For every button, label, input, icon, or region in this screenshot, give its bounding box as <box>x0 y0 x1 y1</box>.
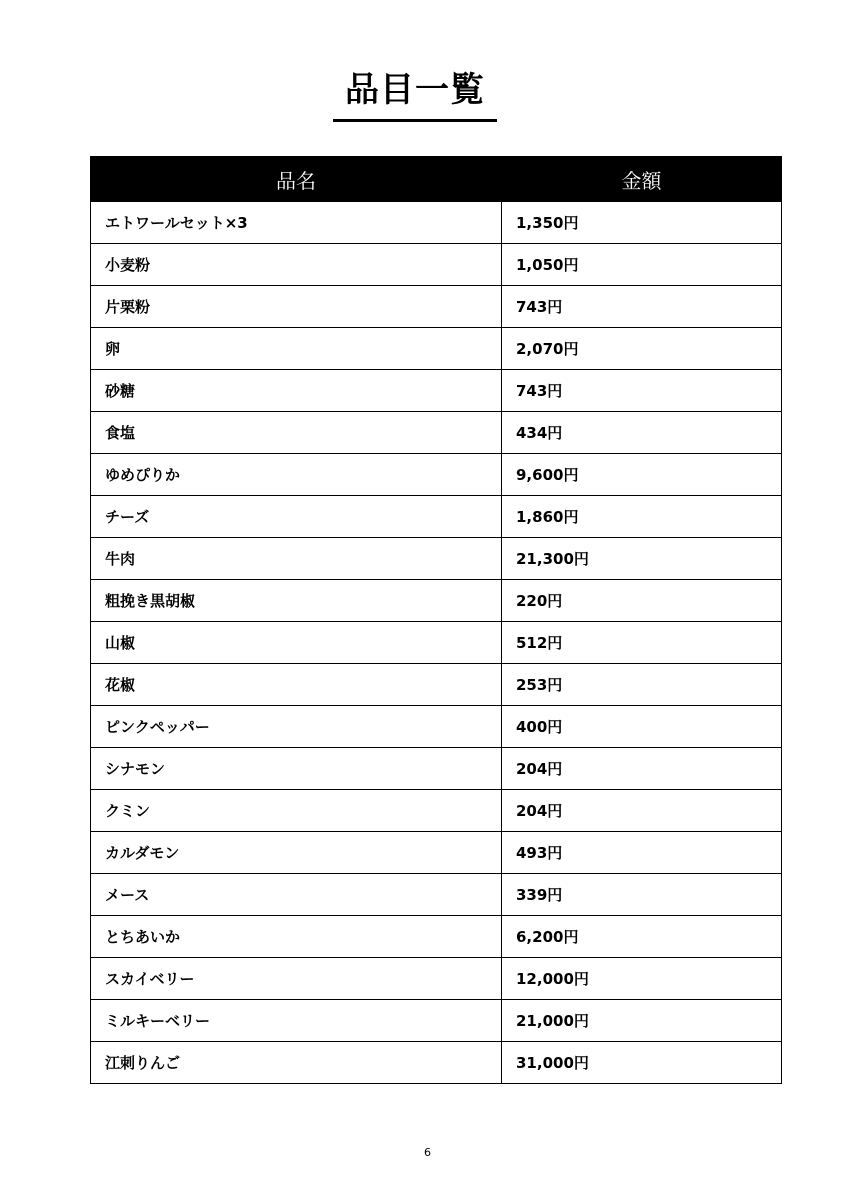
item-name-cell: シナモン <box>91 748 502 790</box>
header-price: 金額 <box>502 157 782 202</box>
item-name-cell: 粗挽き黒胡椒 <box>91 580 502 622</box>
price-cell: 9,600円 <box>502 454 782 496</box>
item-name-cell: 食塩 <box>91 412 502 454</box>
price-cell: 2,070円 <box>502 328 782 370</box>
table-row <box>91 706 782 748</box>
table-row <box>91 412 782 454</box>
price-cell: 21,000円 <box>502 1000 782 1042</box>
item-name-cell: 砂糖 <box>91 370 502 412</box>
table-row <box>91 370 782 412</box>
price-cell: 1,860円 <box>502 496 782 538</box>
table-row <box>91 958 782 1000</box>
item-name-cell: ゆめぴりか <box>91 454 502 496</box>
price-cell: 204円 <box>502 748 782 790</box>
table-row <box>91 454 782 496</box>
price-cell: 400円 <box>502 706 782 748</box>
item-name-cell: チーズ <box>91 496 502 538</box>
price-cell: 1,050円 <box>502 244 782 286</box>
table-row <box>91 244 782 286</box>
item-name-cell: とちあいか <box>91 916 502 958</box>
item-name-cell: 山椒 <box>91 622 502 664</box>
item-table <box>90 156 782 1084</box>
table-row <box>91 622 782 664</box>
item-name-cell: カルダモン <box>91 832 502 874</box>
item-name-cell: 片栗粉 <box>91 286 502 328</box>
page-number: 6 <box>424 1146 431 1159</box>
price-cell: 6,200円 <box>502 916 782 958</box>
price-cell: 743円 <box>502 286 782 328</box>
table-row <box>91 328 782 370</box>
table-row <box>91 748 782 790</box>
item-name-cell: 花椒 <box>91 664 502 706</box>
item-name-cell: クミン <box>91 790 502 832</box>
table-row <box>91 286 782 328</box>
price-cell: 1,350円 <box>502 202 782 244</box>
item-name-cell: 小麦粉 <box>91 244 502 286</box>
price-cell: 512円 <box>502 622 782 664</box>
price-cell: 253円 <box>502 664 782 706</box>
price-cell: 493円 <box>502 832 782 874</box>
price-cell: 31,000円 <box>502 1042 782 1084</box>
item-name-cell: スカイベリー <box>91 958 502 1000</box>
page-title: 品目一覧 <box>333 72 497 122</box>
item-name-cell: 牛肉 <box>91 538 502 580</box>
item-name-cell: 卵 <box>91 328 502 370</box>
table-row <box>91 1000 782 1042</box>
price-cell: 434円 <box>502 412 782 454</box>
table-row <box>91 496 782 538</box>
price-cell: 743円 <box>502 370 782 412</box>
table-row <box>91 580 782 622</box>
price-cell: 220円 <box>502 580 782 622</box>
item-name-cell: メース <box>91 874 502 916</box>
table-row <box>91 1042 782 1084</box>
title-area <box>0 72 830 122</box>
table-body <box>91 202 782 1084</box>
price-cell: 204円 <box>502 790 782 832</box>
table-row <box>91 538 782 580</box>
table-row <box>91 790 782 832</box>
item-name-cell: 江刺りんご <box>91 1042 502 1084</box>
table-row <box>91 874 782 916</box>
price-cell: 12,000円 <box>502 958 782 1000</box>
price-cell: 21,300円 <box>502 538 782 580</box>
table-row <box>91 916 782 958</box>
price-cell: 339円 <box>502 874 782 916</box>
table-row <box>91 832 782 874</box>
item-name-cell: エトワールセット×3 <box>91 202 502 244</box>
table-header-row <box>91 157 782 202</box>
table-row <box>91 664 782 706</box>
table-row <box>91 202 782 244</box>
item-name-cell: ミルキーベリー <box>91 1000 502 1042</box>
item-name-cell: ピンクペッパー <box>91 706 502 748</box>
header-item-name: 品名 <box>91 157 502 202</box>
